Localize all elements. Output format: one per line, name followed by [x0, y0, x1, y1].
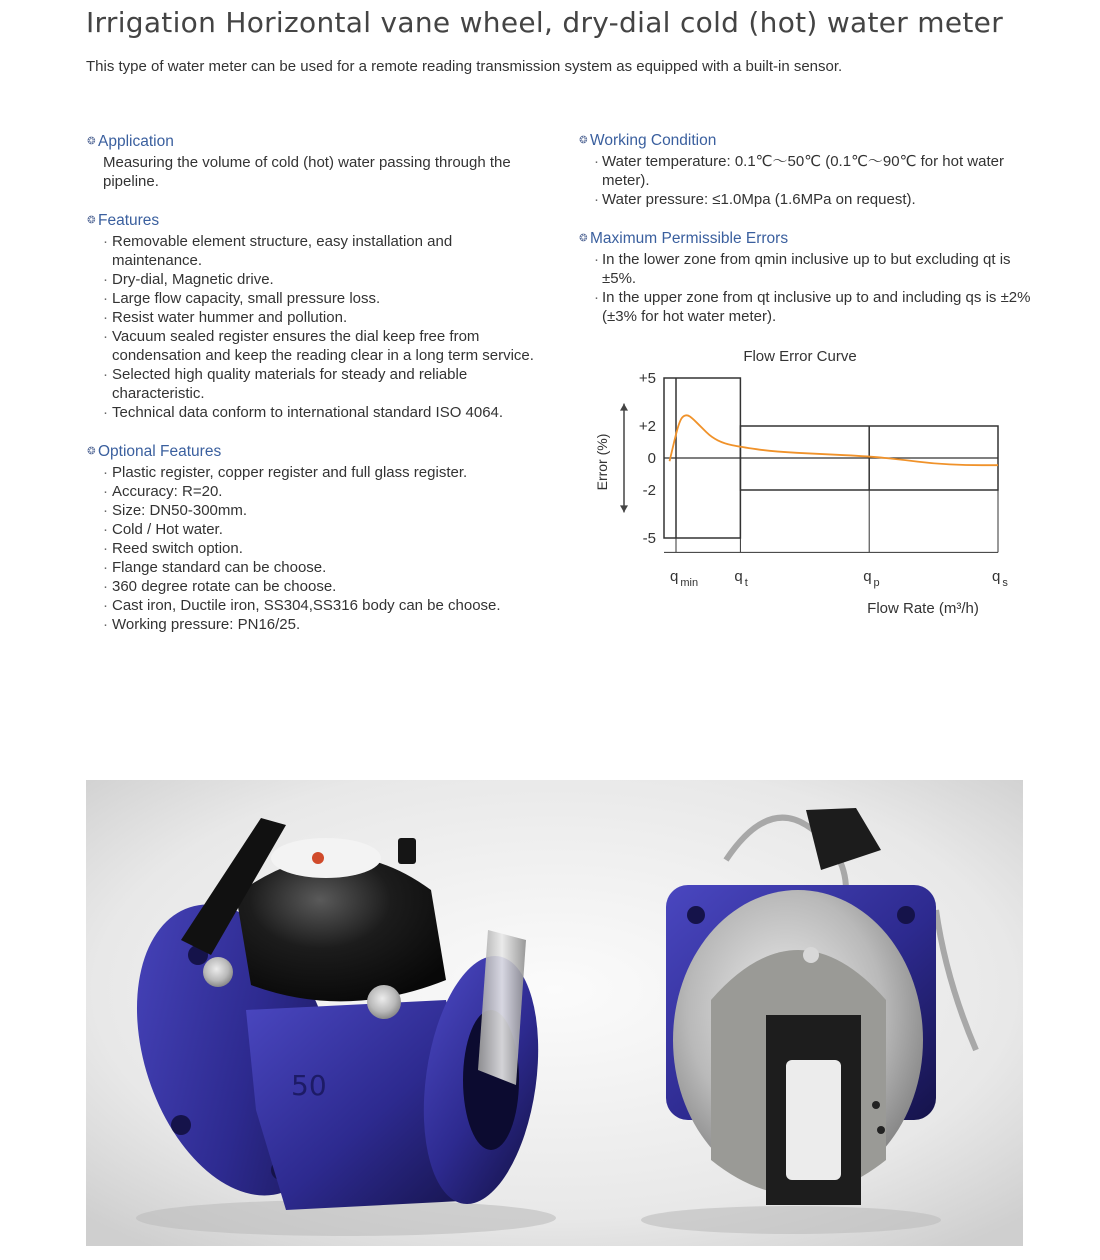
y-axis-arrow-head-down	[620, 505, 628, 512]
optional-features-heading	[86, 442, 546, 461]
list-item: · Water pressure: ≤1.0Mpa (1.6MPa on request).	[578, 190, 1038, 209]
x-tick-subscript: p	[873, 577, 880, 589]
x-tick-label: q $_t$	[734, 568, 748, 589]
plate-screw	[803, 947, 819, 963]
application-title: Application	[98, 133, 174, 150]
left-column	[86, 132, 546, 654]
list-item: · Removable element structure, easy installation and maintenance.	[86, 232, 546, 270]
list-item: · Size: DN50-300mm.	[86, 501, 546, 520]
y-tick-labels	[639, 370, 656, 547]
body-casting-mark: 50	[291, 1069, 327, 1102]
page-subtitle: This type of water meter can be used for a remote reading transmission system as equipped with a built-in sensor.	[86, 58, 843, 75]
application-text: Measuring the volume of cold (hot) water passing through the pipeline.	[103, 154, 511, 190]
features-list	[86, 232, 546, 422]
application-section	[86, 132, 546, 191]
max-errors-section	[578, 229, 1038, 326]
lid-latch	[398, 838, 416, 864]
optional-features-section	[86, 442, 546, 634]
features-section	[86, 211, 546, 422]
dial-face	[271, 838, 381, 878]
features-heading	[86, 211, 546, 230]
chart-title: Flow Error Curve	[743, 348, 857, 365]
y-tick-label: -5	[642, 530, 656, 547]
list-item: · Selected high quality materials for steady and reliable characteristic.	[86, 365, 546, 403]
x-tick-subscript: s	[1002, 577, 1008, 589]
max-errors-heading	[578, 229, 1038, 248]
flow-error-chart	[588, 340, 1018, 630]
optional-features-title: Optional Features	[98, 443, 222, 460]
list-item: · Reed switch option.	[86, 539, 546, 558]
flange-bolt-hole	[897, 906, 915, 924]
flow-error-chart-svg	[588, 340, 1018, 630]
list-item: · In the upper zone from qt inclusive up to and including qs is ±2% (±3% for hot water meter).	[578, 288, 1038, 326]
y-axis-arrow	[620, 404, 628, 513]
list-item: · 360 degree rotate can be choose.	[86, 577, 546, 596]
y-tick-label: -2	[642, 482, 656, 499]
x-tick-subscript: min	[680, 577, 699, 589]
plate-hole	[872, 1101, 880, 1109]
section-bullet-icon: ❂	[579, 135, 588, 146]
list-item: · Resist water hummer and pollution.	[86, 308, 546, 327]
right-column	[578, 131, 1038, 346]
y-tick-label: 0	[647, 450, 656, 467]
working-condition-list	[578, 152, 1038, 209]
max-errors-title: Maximum Permissible Errors	[590, 230, 789, 247]
x-tick-subscript: t	[744, 577, 748, 589]
product-photo-svg	[86, 780, 1023, 1246]
hex-bolt	[203, 957, 233, 987]
list-item: · In the lower zone from qmin inclusive up to but excluding qt is ±5%.	[578, 250, 1038, 288]
max-errors-list	[578, 250, 1038, 326]
working-condition-heading	[578, 131, 1038, 150]
hex-bolt	[367, 985, 401, 1019]
product-photo	[86, 780, 1023, 1246]
x-tick-label: q $_s$	[992, 568, 1008, 589]
vane-wheel	[786, 1060, 841, 1180]
section-bullet-icon: ❂	[87, 446, 96, 457]
flange-bolt-hole	[171, 1115, 191, 1135]
chart-x-axis-label: Flow Rate (m³/h)	[867, 600, 979, 617]
section-bullet-icon: ❂	[87, 215, 96, 226]
list-item: · Flange standard can be choose.	[86, 558, 546, 577]
list-item: · Vacuum sealed register ensures the dial keep free from condensation and keep the reading clear in a long term service.	[86, 327, 546, 365]
list-item: · Dry-dial, Magnetic drive.	[86, 270, 546, 289]
working-condition-section	[578, 131, 1038, 209]
page-title: Irrigation Horizontal vane wheel, dry-dial cold (hot) water meter	[86, 6, 1004, 39]
working-condition-title: Working Condition	[590, 132, 717, 149]
plate-hole	[877, 1126, 885, 1134]
dial-counter	[312, 852, 324, 864]
x-tick-label: q $_{min}$	[670, 568, 699, 589]
list-item: · Working pressure: PN16/25.	[86, 615, 546, 634]
list-item: · Large flow capacity, small pressure loss.	[86, 289, 546, 308]
list-item: · Technical data conform to international standard ISO 4064.	[86, 403, 546, 422]
meter-shadow	[641, 1206, 941, 1234]
x-tick-label: q $_p$	[863, 568, 880, 589]
section-bullet-icon: ❂	[87, 136, 96, 147]
y-tick-label: +2	[638, 418, 656, 435]
application-heading	[86, 132, 546, 151]
optional-features-list	[86, 463, 546, 634]
flange-bolt-hole	[687, 906, 705, 924]
y-tick-label: +5	[638, 370, 656, 387]
y-axis-arrow-head-up	[620, 404, 628, 411]
section-bullet-icon: ❂	[579, 233, 588, 244]
list-item: · Cast iron, Ductile iron, SS304,SS316 body can be choose.	[86, 596, 546, 615]
features-title: Features	[98, 212, 160, 229]
list-item: · Plastic register, copper register and full glass register.	[86, 463, 546, 482]
x-tick-labels	[670, 568, 1008, 589]
chart-y-axis-label: Error (%)	[594, 433, 610, 491]
list-item: · Accuracy: R=20.	[86, 482, 546, 501]
list-item: · Cold / Hot water.	[86, 520, 546, 539]
list-item: · Water temperature: 0.1℃～50℃ (0.1℃～90℃ for hot water meter).	[578, 152, 1038, 190]
